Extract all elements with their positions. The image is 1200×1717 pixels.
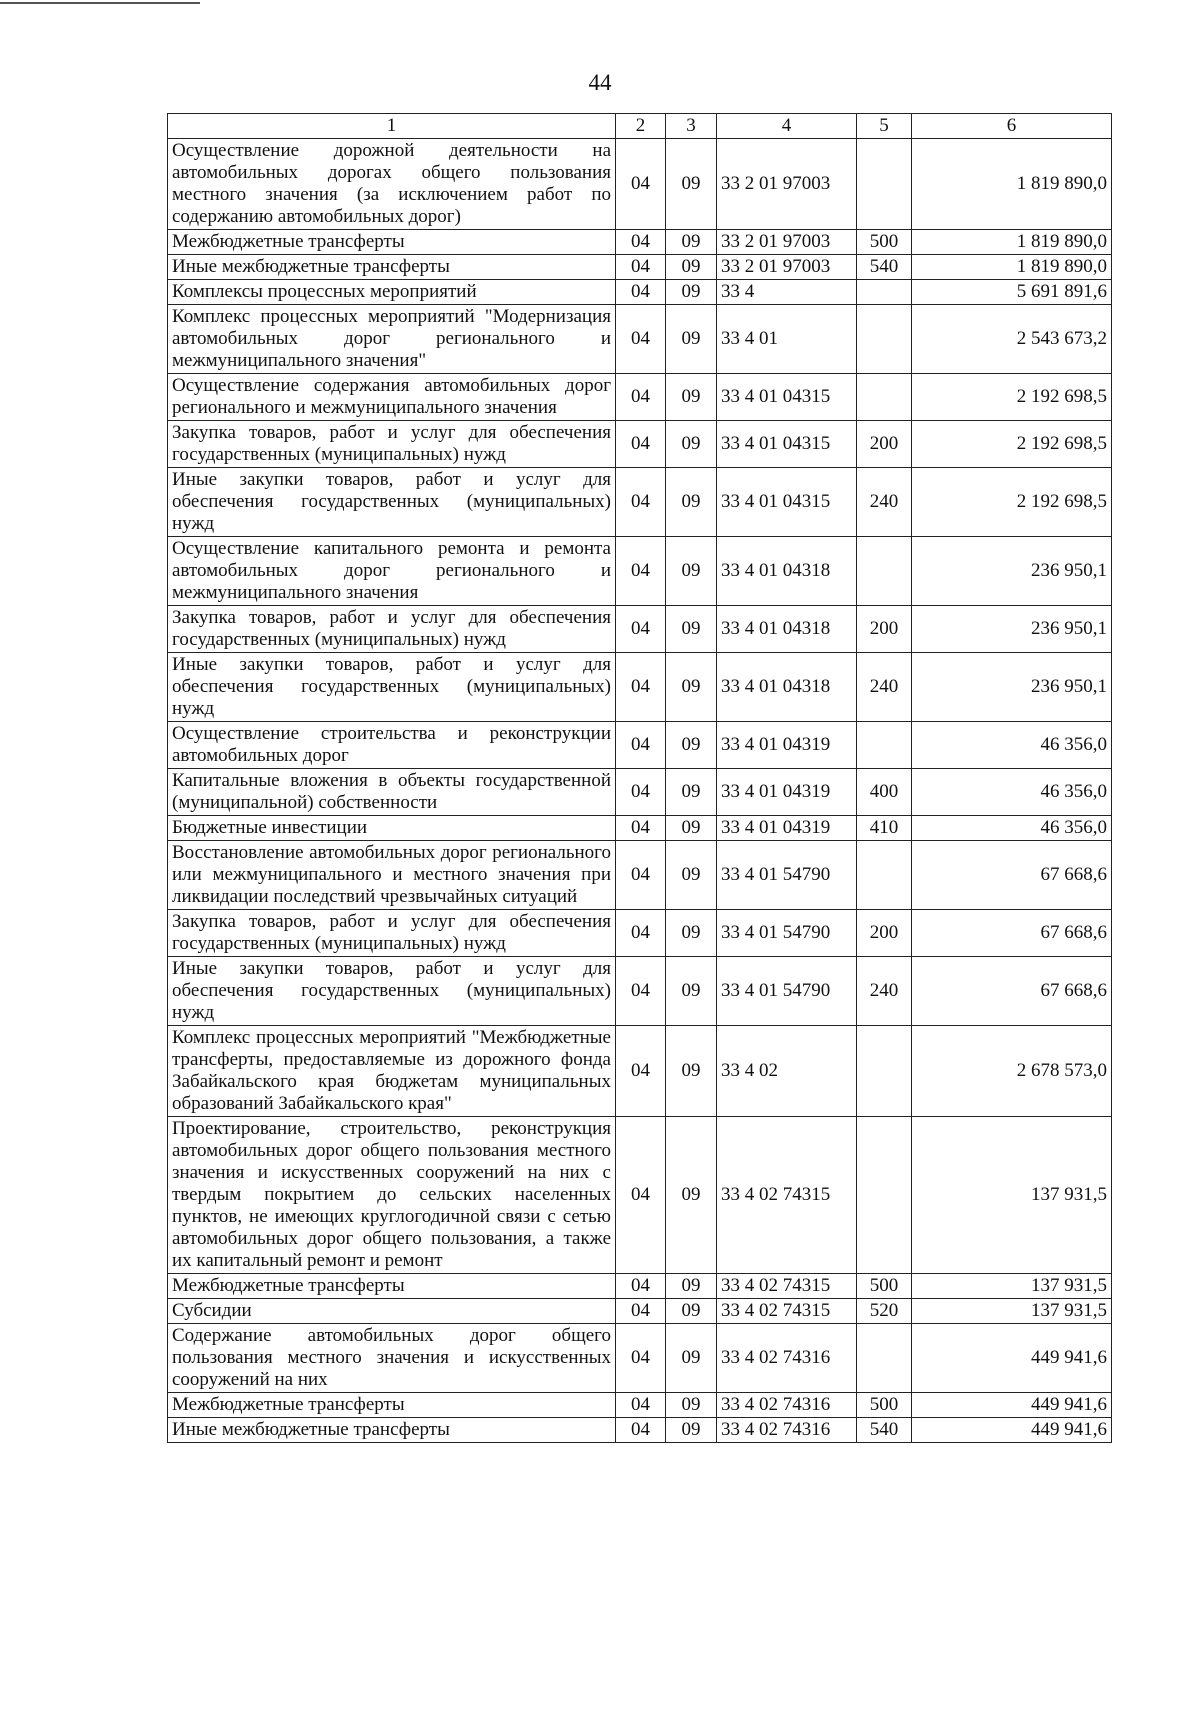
row-name-cell: Иные межбюджетные трансферты	[168, 1418, 616, 1443]
row-target-article-cell: 33 4 01 04319	[717, 722, 857, 769]
table-row	[168, 910, 1112, 957]
row-amount-cell: 46 356,0	[912, 769, 1112, 816]
table-row	[168, 537, 1112, 606]
row-expense-type-cell: 500	[857, 1393, 912, 1418]
row-section-cell: 04	[616, 606, 666, 653]
row-subsection-cell: 09	[666, 957, 717, 1026]
row-section-cell: 04	[616, 816, 666, 841]
row-section-cell: 04	[616, 1274, 666, 1299]
row-amount-cell: 236 950,1	[912, 606, 1112, 653]
table-row	[168, 255, 1112, 280]
row-name-cell: Восстановление автомобильных дорог регионального или межмуниципального и местного значения при ликвидации последствий чрезвычайных ситуаций	[168, 841, 616, 910]
row-target-article-cell: 33 4 01 04319	[717, 769, 857, 816]
row-target-article-cell: 33 4 02 74316	[717, 1418, 857, 1443]
row-amount-cell: 1 819 890,0	[912, 255, 1112, 280]
row-target-article-cell: 33 4 01 04319	[717, 816, 857, 841]
table-row	[168, 653, 1112, 722]
row-name-cell: Осуществление дорожной деятельности на автомобильных дорогах общего пользования местного значения (за исключением работ по содержанию автомобильных дорог)	[168, 139, 616, 230]
row-section-cell: 04	[616, 374, 666, 421]
row-amount-cell: 236 950,1	[912, 537, 1112, 606]
column-header: 6	[912, 114, 1112, 139]
row-amount-cell: 137 931,5	[912, 1274, 1112, 1299]
row-target-article-cell: 33 4 01 04315	[717, 421, 857, 468]
row-subsection-cell: 09	[666, 468, 717, 537]
table-row	[168, 816, 1112, 841]
table-row	[168, 1418, 1112, 1443]
row-name-cell: Субсидии	[168, 1299, 616, 1324]
row-name-cell: Иные закупки товаров, работ и услуг для обеспечения государственных (муниципальных) нужд	[168, 468, 616, 537]
table-row	[168, 1117, 1112, 1274]
row-expense-type-cell: 240	[857, 468, 912, 537]
row-expense-type-cell: 540	[857, 255, 912, 280]
table-row	[168, 280, 1112, 305]
table-row	[168, 230, 1112, 255]
row-section-cell: 04	[616, 841, 666, 910]
row-expense-type-cell	[857, 722, 912, 769]
table-row	[168, 1393, 1112, 1418]
column-header: 2	[616, 114, 666, 139]
row-subsection-cell: 09	[666, 1299, 717, 1324]
table-row	[168, 139, 1112, 230]
table-row	[168, 1026, 1112, 1117]
row-subsection-cell: 09	[666, 139, 717, 230]
row-name-cell: Межбюджетные трансферты	[168, 1274, 616, 1299]
row-subsection-cell: 09	[666, 305, 717, 374]
row-section-cell: 04	[616, 957, 666, 1026]
row-subsection-cell: 09	[666, 841, 717, 910]
row-expense-type-cell: 200	[857, 606, 912, 653]
row-name-cell: Иные закупки товаров, работ и услуг для обеспечения государственных (муниципальных) нужд	[168, 653, 616, 722]
row-section-cell: 04	[616, 1117, 666, 1274]
row-section-cell: 04	[616, 1418, 666, 1443]
row-expense-type-cell	[857, 305, 912, 374]
row-expense-type-cell: 400	[857, 769, 912, 816]
column-header: 4	[717, 114, 857, 139]
row-expense-type-cell	[857, 374, 912, 421]
row-amount-cell: 449 941,6	[912, 1418, 1112, 1443]
row-amount-cell: 2 192 698,5	[912, 374, 1112, 421]
row-subsection-cell: 09	[666, 1117, 717, 1274]
row-subsection-cell: 09	[666, 910, 717, 957]
row-name-cell: Комплекс процессных мероприятий "Межбюджетные трансферты, предоставляемые из дорожного фонда Забайкальского края бюджетам муниципальных образований Забайкальского края"	[168, 1026, 616, 1117]
row-section-cell: 04	[616, 230, 666, 255]
row-expense-type-cell: 240	[857, 653, 912, 722]
row-section-cell: 04	[616, 139, 666, 230]
row-name-cell: Осуществление строительства и реконструкции автомобильных дорог	[168, 722, 616, 769]
row-amount-cell: 236 950,1	[912, 653, 1112, 722]
row-subsection-cell: 09	[666, 421, 717, 468]
column-header: 1	[168, 114, 616, 139]
row-expense-type-cell: 200	[857, 421, 912, 468]
row-section-cell: 04	[616, 910, 666, 957]
table-row	[168, 374, 1112, 421]
row-section-cell: 04	[616, 255, 666, 280]
row-subsection-cell: 09	[666, 653, 717, 722]
table-row	[168, 1299, 1112, 1324]
row-subsection-cell: 09	[666, 1418, 717, 1443]
row-subsection-cell: 09	[666, 606, 717, 653]
row-section-cell: 04	[616, 1393, 666, 1418]
row-expense-type-cell: 540	[857, 1418, 912, 1443]
row-expense-type-cell	[857, 139, 912, 230]
row-amount-cell: 46 356,0	[912, 722, 1112, 769]
row-target-article-cell: 33 4	[717, 280, 857, 305]
row-amount-cell: 1 819 890,0	[912, 230, 1112, 255]
row-target-article-cell: 33 2 01 97003	[717, 255, 857, 280]
row-amount-cell: 449 941,6	[912, 1393, 1112, 1418]
row-expense-type-cell: 520	[857, 1299, 912, 1324]
row-target-article-cell: 33 4 02 74316	[717, 1393, 857, 1418]
row-subsection-cell: 09	[666, 1324, 717, 1393]
row-name-cell: Иные межбюджетные трансферты	[168, 255, 616, 280]
row-amount-cell: 67 668,6	[912, 957, 1112, 1026]
row-target-article-cell: 33 4 02 74315	[717, 1274, 857, 1299]
row-name-cell: Содержание автомобильных дорог общего пользования местного значения и искусственных сооружений на них	[168, 1324, 616, 1393]
row-subsection-cell: 09	[666, 769, 717, 816]
row-name-cell: Закупка товаров, работ и услуг для обеспечения государственных (муниципальных) нужд	[168, 606, 616, 653]
row-target-article-cell: 33 4 01 54790	[717, 841, 857, 910]
row-expense-type-cell: 200	[857, 910, 912, 957]
table-header-row	[168, 114, 1112, 139]
table-row	[168, 606, 1112, 653]
row-expense-type-cell	[857, 1324, 912, 1393]
table-row	[168, 769, 1112, 816]
row-amount-cell: 67 668,6	[912, 841, 1112, 910]
row-amount-cell: 2 192 698,5	[912, 468, 1112, 537]
row-section-cell: 04	[616, 305, 666, 374]
budget-table	[167, 113, 1112, 1443]
row-subsection-cell: 09	[666, 816, 717, 841]
row-section-cell: 04	[616, 280, 666, 305]
row-section-cell: 04	[616, 1324, 666, 1393]
row-target-article-cell: 33 4 01	[717, 305, 857, 374]
row-expense-type-cell: 240	[857, 957, 912, 1026]
row-amount-cell: 2 192 698,5	[912, 421, 1112, 468]
row-target-article-cell: 33 4 01 04318	[717, 653, 857, 722]
table-row	[168, 957, 1112, 1026]
row-expense-type-cell	[857, 280, 912, 305]
row-target-article-cell: 33 4 02 74315	[717, 1299, 857, 1324]
table-row	[168, 722, 1112, 769]
row-target-article-cell: 33 2 01 97003	[717, 139, 857, 230]
row-name-cell: Комплексы процессных мероприятий	[168, 280, 616, 305]
row-subsection-cell: 09	[666, 1274, 717, 1299]
row-name-cell: Осуществление капитального ремонта и ремонта автомобильных дорог регионального и межмуниципального значения	[168, 537, 616, 606]
row-subsection-cell: 09	[666, 537, 717, 606]
column-header: 5	[857, 114, 912, 139]
row-section-cell: 04	[616, 1299, 666, 1324]
row-expense-type-cell	[857, 537, 912, 606]
row-section-cell: 04	[616, 1026, 666, 1117]
row-amount-cell: 5 691 891,6	[912, 280, 1112, 305]
row-target-article-cell: 33 4 01 54790	[717, 957, 857, 1026]
row-subsection-cell: 09	[666, 722, 717, 769]
row-expense-type-cell: 410	[857, 816, 912, 841]
row-section-cell: 04	[616, 537, 666, 606]
row-name-cell: Капитальные вложения в объекты государственной (муниципальной) собственности	[168, 769, 616, 816]
row-expense-type-cell: 500	[857, 1274, 912, 1299]
row-amount-cell: 2 543 673,2	[912, 305, 1112, 374]
row-name-cell: Закупка товаров, работ и услуг для обеспечения государственных (муниципальных) нужд	[168, 421, 616, 468]
row-expense-type-cell: 500	[857, 230, 912, 255]
table-row	[168, 1324, 1112, 1393]
row-name-cell: Закупка товаров, работ и услуг для обеспечения государственных (муниципальных) нужд	[168, 910, 616, 957]
row-section-cell: 04	[616, 722, 666, 769]
row-name-cell: Бюджетные инвестиции	[168, 816, 616, 841]
column-header: 3	[666, 114, 717, 139]
scan-edge-line	[0, 2, 200, 4]
row-name-cell: Иные закупки товаров, работ и услуг для обеспечения государственных (муниципальных) нужд	[168, 957, 616, 1026]
row-target-article-cell: 33 4 01 04315	[717, 374, 857, 421]
row-target-article-cell: 33 4 02	[717, 1026, 857, 1117]
row-name-cell: Межбюджетные трансферты	[168, 1393, 616, 1418]
table-row	[168, 841, 1112, 910]
row-subsection-cell: 09	[666, 1026, 717, 1117]
row-target-article-cell: 33 4 01 04318	[717, 537, 857, 606]
row-section-cell: 04	[616, 421, 666, 468]
row-amount-cell: 1 819 890,0	[912, 139, 1112, 230]
page-number: 44	[588, 70, 612, 95]
row-section-cell: 04	[616, 653, 666, 722]
row-amount-cell: 449 941,6	[912, 1324, 1112, 1393]
row-target-article-cell: 33 4 02 74315	[717, 1117, 857, 1274]
row-target-article-cell: 33 4 01 54790	[717, 910, 857, 957]
row-amount-cell: 2 678 573,0	[912, 1026, 1112, 1117]
row-subsection-cell: 09	[666, 1393, 717, 1418]
row-amount-cell: 67 668,6	[912, 910, 1112, 957]
row-section-cell: 04	[616, 468, 666, 537]
row-subsection-cell: 09	[666, 374, 717, 421]
row-amount-cell: 137 931,5	[912, 1117, 1112, 1274]
row-amount-cell: 46 356,0	[912, 816, 1112, 841]
row-expense-type-cell	[857, 841, 912, 910]
row-name-cell: Осуществление содержания автомобильных дорог регионального и межмуниципального значения	[168, 374, 616, 421]
table-row	[168, 421, 1112, 468]
row-subsection-cell: 09	[666, 280, 717, 305]
row-amount-cell: 137 931,5	[912, 1299, 1112, 1324]
table-row	[168, 305, 1112, 374]
row-target-article-cell: 33 4 01 04315	[717, 468, 857, 537]
row-name-cell: Проектирование, строительство, реконструкция автомобильных дорог общего пользования местного значения и искусственных сооружений на них с твердым покрытием до сельских населенных пунктов, не имеющих круглогодичной связи с сетью автомобильных дорог общего пользования, а также их капитальный ремонт и ремонт	[168, 1117, 616, 1274]
row-name-cell: Межбюджетные трансферты	[168, 230, 616, 255]
row-subsection-cell: 09	[666, 230, 717, 255]
row-target-article-cell: 33 4 01 04318	[717, 606, 857, 653]
table-row	[168, 468, 1112, 537]
row-expense-type-cell	[857, 1026, 912, 1117]
row-target-article-cell: 33 4 02 74316	[717, 1324, 857, 1393]
row-section-cell: 04	[616, 769, 666, 816]
row-subsection-cell: 09	[666, 255, 717, 280]
table-row	[168, 1274, 1112, 1299]
row-target-article-cell: 33 2 01 97003	[717, 230, 857, 255]
row-name-cell: Комплекс процессных мероприятий "Модернизация автомобильных дорог регионального и межмуниципального значения"	[168, 305, 616, 374]
row-expense-type-cell	[857, 1117, 912, 1274]
